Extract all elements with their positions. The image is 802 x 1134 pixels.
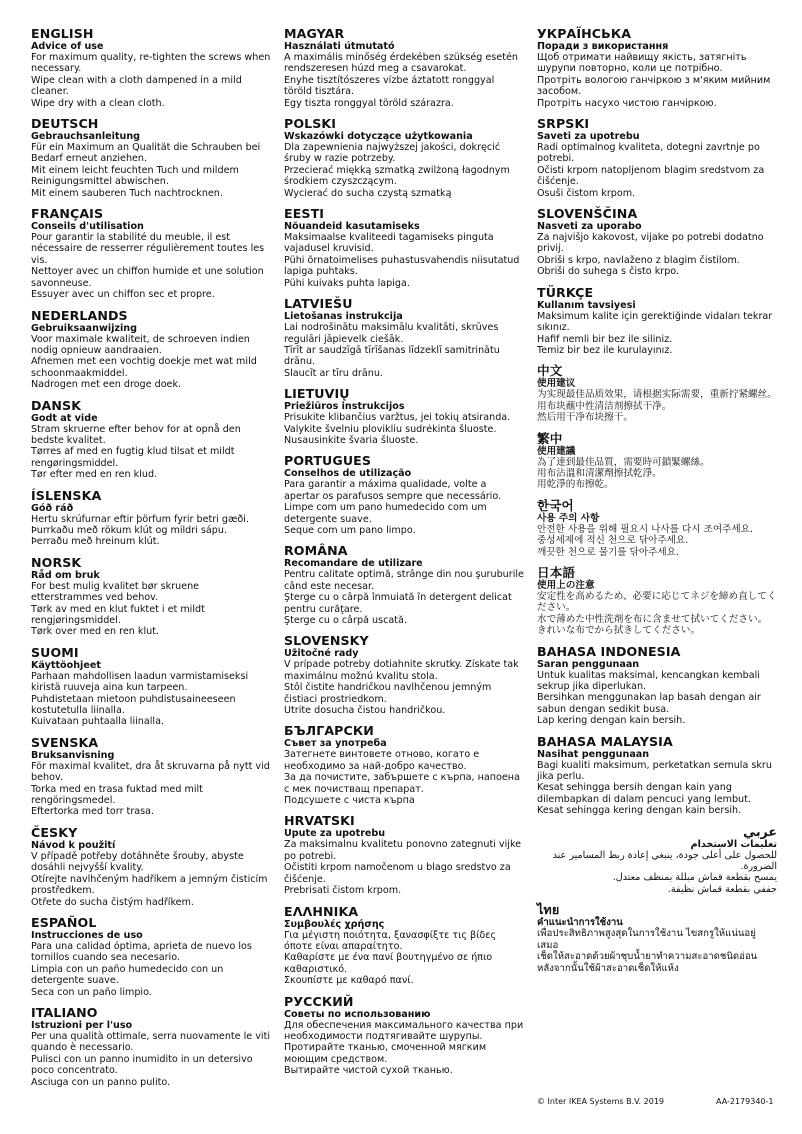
instruction-line: Þurrkaðu með rökum klút og mildri sápu. [31, 524, 228, 536]
subheading: Поради з використання [537, 41, 669, 52]
section-nederlands [31, 308, 271, 391]
instruction-line: Подсушете с чиста кърпа [284, 795, 415, 807]
section-russkiy [284, 994, 524, 1077]
instruction-line: Σκουπίστε με καθαρό πανί. [284, 975, 414, 987]
language-heading: PORTUGUES [284, 453, 372, 469]
subheading: Συμβουλές χρήσης [284, 918, 385, 930]
section-thai [537, 902, 777, 974]
section-srpski [537, 116, 777, 199]
instruction-line: Radi optimalnog kvaliteta, dotegni zavrtnje po potrebi. [537, 142, 760, 165]
instruction-line: เช็ดให้สะอาดด้วยผ้าชุบน้ำยาทำความสะอาดชนิดอ่อน [537, 951, 758, 963]
instruction-line: Kesat sehingga bersih dengan kain yang dilembapkan di dalam pencuci yang lembut. [537, 782, 751, 805]
instruction-line: Prebrisati čistom krpom. [284, 885, 402, 897]
instruction-line: 為了達到最佳品質，需要時可鎖緊螺絲。 [537, 456, 710, 468]
instruction-line: 깨끗한 천으로 물기를 닦아주세요. [537, 546, 679, 558]
instruction-line: Utrite dosucha čistou handričkou. [284, 705, 446, 717]
instruction-line: Για μέγιστη ποιότητα, ξανασφίξτε τις βίδες όποτε είναι απαραίτητο. [284, 929, 497, 952]
language-heading: SUOMI [31, 644, 79, 660]
section-norsk [31, 555, 271, 638]
section-lietuviu [284, 386, 524, 446]
section-cesky [31, 825, 271, 908]
instruction-line: Essuyer avec un chiffon sec et propre. [31, 289, 215, 301]
instruction-line: Egy tiszta ronggyal töröld szárazra. [284, 97, 454, 109]
instruction-line: جففي بقطعة قماش نظيفة. [667, 883, 777, 895]
instruction-line: Pühi õrnatoimelises puhastusvahendis niisutatud lapiga puhtaks. [284, 254, 520, 278]
instruction-line: 为实现最佳品质效果，请根据实际需要，重新拧紧螺丝。 [537, 389, 777, 401]
subheading: Советы по использованию [284, 1008, 431, 1020]
instruction-line: Prisukite klibančius varžtus, jei tokių atsiranda. [284, 412, 511, 424]
language-heading: РУССКИЙ [284, 993, 354, 1009]
instruction-line: Seque com um pano limpo. [284, 524, 416, 536]
instruction-line: Протріть насухо чистою ганчіркою. [537, 97, 717, 109]
subheading: Užitočné rady [284, 648, 359, 660]
instruction-line: Limpia con un paño humedecido con un detergente suave. [31, 963, 224, 987]
instruction-line: Obriši s krpo, navlaženo z blagim čistilom. [537, 254, 740, 266]
instruction-line: Wipe dry with a clean cloth. [31, 97, 165, 109]
language-heading: LATVIEŠU [284, 296, 353, 312]
instruction-line: Nettoyer avec un chiffon humide et une solution savonneuse. [31, 266, 264, 289]
instruction-line: Bagi kualiti maksimum, perketatkan semula skru jika perlu. [537, 759, 772, 783]
instruction-line: Za najvišjo kakovost, vijake po potrebi dodatno priviј. [537, 232, 764, 255]
subheading: Instrucciones de uso [31, 929, 143, 941]
subheading: Gebrauchsanleitung [31, 131, 141, 143]
instruction-line: きれいな布でから拭きしてください。 [537, 625, 701, 637]
language-heading: БЪЛГАРСКИ [284, 723, 374, 739]
instruction-line: Hertu skrúfurnar eftir þörfum fyrir betri gæði. [31, 513, 250, 525]
subheading: Nasveti za uporabo [537, 221, 642, 233]
section-balgarski [284, 723, 524, 806]
subheading: Käyttöohjeet [31, 659, 101, 671]
subheading: Saran penggunaan [537, 658, 640, 670]
instruction-line: Maksimaalse kvaliteedi tagamiseks pinguta vajadusel kruvisid. [284, 232, 494, 255]
instruction-line: Вытирайте чистой сухой тканью. [284, 1065, 453, 1077]
instruction-line: Obriši do suhega s čisto krpo. [537, 266, 680, 278]
section-espanol [31, 915, 271, 998]
section-ellinika [284, 904, 524, 987]
instruction-line: Für ein Maximum an Qualität die Schrauben bei Bedarf erneut anziehen. [31, 142, 261, 165]
subheading: تعليمات الاستخدام [690, 838, 777, 850]
language-heading: EESTI [284, 206, 325, 222]
column-3 [537, 26, 777, 981]
instruction-line: Καθαρίστε με ένα πανί βουτηγμένο σε ήπιο καθαριστικό. [284, 952, 493, 975]
instruction-line: เพื่อประสิทธิภาพสูงสุดในการใช้งาน ไขสกรูให้แน่นอยู่เสมอ [537, 928, 756, 951]
section-ukrainska [537, 26, 777, 109]
instruction-line: Kuivataan puhtaalla liinalla. [31, 716, 165, 728]
instruction-line: Puhdistetaan mietoon puhdistusaineeseen kostutetulla liinalla. [31, 693, 236, 717]
instruction-line: Enyhe tisztítószeres vízbe áztatott ronggyal töröld tisztára. [284, 74, 495, 98]
language-heading: ΕΛΛΗΝΙΚΑ [284, 903, 359, 919]
instruction-line: Przecierać miękką szmatką zwilżoną łagodnym środkiem czyszczącym. [284, 164, 510, 188]
instruction-line: Pour garantir la stabilité du meuble, il est nécessaire de resserrer régulièrement toutes les vis. [31, 232, 265, 266]
instruction-line: Þerraðu með hreinum klút. [31, 536, 160, 548]
instruction-line: Tør efter med en ren klud. [31, 469, 158, 481]
section-italiano [31, 1005, 271, 1088]
instruction-line: Temiz bir bez ile kurulayınız. [537, 344, 673, 356]
instruction-line: Slaucīt ar tīru drānu. [284, 367, 383, 379]
subheading: Съвет за употреба [284, 738, 387, 750]
language-heading: MAGYAR [284, 26, 345, 41]
section-arabi [537, 824, 777, 896]
section-english [31, 26, 271, 109]
language-heading: POLSKI [284, 116, 337, 132]
subheading: Návod k použití [31, 839, 116, 851]
instruction-line: Tørk over med en ren klut. [31, 626, 160, 638]
instruction-line: Nusausinkite švaria šluoste. [284, 434, 419, 446]
instruction-line: Otírejte navlhčeným hadříkem a jemným čisticím prostředkem. [31, 873, 268, 897]
language-heading: LIETUVIŲ [284, 386, 350, 402]
instruction-line: Za maksimalnu kvalitetu ponovno zategnuti vijke po potrebi. [284, 839, 522, 862]
language-heading: SLOVENŠČINA [537, 206, 638, 222]
language-heading: ไทย [537, 902, 560, 918]
instruction-line: Seca con un paño limpio. [31, 986, 152, 998]
instruction-line: För maximal kvalitet, dra åt skruvarna på nytt vid behov. [31, 760, 270, 784]
instruction-line: Lap kering dengan kain bersih. [537, 715, 686, 727]
language-heading: HRVATSKI [284, 813, 355, 829]
subheading: Kullanım tavsiyesi [537, 299, 636, 311]
language-heading: ČESKY [31, 824, 78, 840]
instruction-line: 用布块蘸中性清洁剂擦拭干净。 [537, 400, 672, 412]
section-fanzhong [537, 431, 777, 491]
instruction-line: Wipe clean with a cloth dampened in a mild cleaner. [31, 74, 242, 98]
instruction-line: Протріть вологою ганчіркою з м'яким мийним засобом. [537, 74, 771, 98]
instruction-line: For maximum quality, re-tighten the screws when necessary. [31, 52, 271, 75]
language-heading: 한국어 [537, 497, 574, 513]
language-heading: 中文 [537, 363, 563, 379]
subheading: Godt at vide [31, 412, 98, 424]
section-latviesu [284, 296, 524, 379]
instruction-line: Tørres af med en fugtig klud tilsat et mildt rengøringsmiddel. [31, 446, 235, 469]
instruction-line: 用布沾溫和清潔劑擦拭乾淨。 [537, 467, 662, 479]
section-nihongo [537, 565, 777, 637]
instruction-line: Mit einem sauberen Tuch nachtrocknen. [31, 187, 223, 199]
instruction-line: Per una qualità ottimale, serra nuovamente le viti quando è necessario. [31, 1030, 271, 1054]
instruction-line: V prípade potreby dotiahnite skrutky. Získate tak maximálnu možnú kvalitu stola. [284, 659, 519, 682]
instruction-line: For best mulig kvalitet bør skruene etterstrammes ved behov. [31, 580, 200, 604]
instruction-line: Tørk av med en klut fuktet i et mildt rengjøringsmiddel. [31, 603, 205, 626]
section-bahasa-indonesia [537, 644, 777, 727]
language-heading: SVENSKA [31, 734, 99, 750]
section-svenska [31, 735, 271, 818]
instruction-line: Lai nodrošinātu maksimālu kvalitāti, skrūves regulāri jāpievelk ciešāk. [284, 322, 499, 345]
instruction-line: Şterge cu o cârpă înmuiată în detergent delicat pentru curăţare. [284, 592, 512, 615]
section-slovenscina [537, 206, 777, 278]
subheading: Bruksanvisning [31, 749, 115, 761]
instruction-line: Pentru calitate optimă, strânge din nou şuruburile când este necesar. [284, 569, 524, 592]
instruction-line: للحصول على أعلى جودة، ينبغي إعادة ربط المسامير عند الضرورة. [552, 849, 777, 873]
subheading: Használati útmutató [284, 41, 395, 52]
subheading: 使用建议 [537, 378, 576, 390]
section-polski [284, 116, 524, 199]
language-heading: ITALIANO [31, 1004, 98, 1020]
subheading: Conseils d'utilisation [31, 221, 144, 233]
instruction-line: A maximális minőség érdekében szükség esetén rendszeresen húzd meg a csavarokat. [284, 52, 518, 75]
instruction-line: 安定性を高めるため、必要に応じてネジを締め直してください。 [537, 590, 777, 614]
section-eesti [284, 206, 524, 289]
language-heading: 繁中 [537, 430, 563, 446]
language-heading: УКРАЇНСЬКА [537, 26, 632, 41]
language-heading: SLOVENSKY [284, 633, 369, 649]
instruction-line: Limpe com um pano humedecido com um detergente suave. [284, 502, 487, 525]
section-dansk [31, 398, 271, 481]
instruction-line: За да почистите, забършете с кърпа, напоена с мек почистващ препарат. [284, 772, 520, 795]
language-heading: عربي [743, 823, 777, 839]
section-deutsch [31, 116, 271, 199]
subheading: Wskazówki dotyczące użytkowania [284, 131, 473, 143]
instruction-line: Протирайте тканью, смоченной мягким моющим средством. [284, 1042, 487, 1065]
section-hangugeo [537, 498, 777, 558]
instruction-line: Dla zapewnienia najwyższej jakości, dokręcić śruby w razie potrzeby. [284, 142, 501, 165]
column-1 [31, 26, 271, 1095]
subheading: Priežiūros instrukcijos [284, 401, 405, 413]
subheading: Conselhos de utilização [284, 468, 412, 480]
subheading: Góð ráð [31, 502, 74, 514]
language-heading: ÍSLENSKA [31, 487, 102, 503]
instruction-line: Očistiti krpom namočenom u blago sredstvo za čišćenje. [284, 862, 511, 885]
section-zhongwen [537, 363, 777, 423]
instruction-line: Voor maximale kwaliteit, de schroeven indien nodig opnieuw aandraaien. [31, 333, 250, 356]
section-islenska [31, 488, 271, 548]
subheading: Råd om bruk [31, 569, 100, 581]
instruction-line: Tīrīt ar saudzīgā tīrīšanas līdzeklī samitrinātu drānu. [284, 344, 500, 368]
instruction-line: 然后用干净布块擦干。 [537, 412, 633, 424]
column-2 [284, 26, 524, 1084]
document-code: AA-2179340-1 [716, 1097, 774, 1106]
instruction-line: Afnemen met een vochtig doekje met wat mild schoonmaakmiddel. [31, 356, 257, 379]
language-heading: ESPAÑOL [31, 914, 97, 930]
instruction-line: V případě potřeby dotáhněte šrouby, abyste dosáhli nejvyšší kvality. [31, 850, 244, 874]
instruction-line: 중성세제에 적신 천으로 닦아주세요. [537, 535, 689, 547]
section-bahasa-malaysia [537, 734, 777, 817]
language-heading: NORSK [31, 554, 82, 570]
language-heading: SRPSKI [537, 116, 590, 132]
section-slovensky [284, 633, 524, 716]
language-heading: BAHASA MALAYSIA [537, 733, 673, 749]
instruction-line: 안전한 사용을 위해 필요시 나사를 다시 조여주세요. [537, 523, 753, 535]
instruction-line: Pühi kuivaks puhta lapiga. [284, 277, 410, 289]
subheading: 使用上の注意 [537, 579, 595, 591]
instruction-line: Şterge cu o cârpă uscată. [284, 615, 407, 626]
subheading: Saveti za upotrebu [537, 131, 640, 143]
language-heading: NEDERLANDS [31, 307, 128, 323]
subheading: Recomandare de utilizare [284, 558, 423, 570]
subheading: คำแนะนำการใช้งาน [537, 917, 623, 929]
instruction-line: Wycierać do sucha czystą szmatką [284, 187, 452, 199]
section-francais [31, 206, 271, 300]
instruction-line: Eftertorka med torr trasa. [31, 806, 155, 818]
instruction-line: Kesat sehingga kering dengan kain bersih. [537, 805, 742, 817]
instruction-line: يمسح بقطعة قماش مبللة بمنظف معتدل. [612, 872, 777, 884]
subheading: Nõuandeid kasutamiseks [284, 221, 420, 233]
section-turkce [537, 285, 777, 357]
instruction-line: Mit einem leicht feuchten Tuch und mildem Reinigungsmittel abwischen. [31, 164, 239, 188]
instruction-line: Asciuga con un panno pulito. [31, 1076, 171, 1088]
section-hrvatski [284, 813, 524, 896]
instruction-line: Valykite švelniu plovikliu sudrėkinta šluoste. [284, 423, 497, 435]
subheading: Advice of use [31, 41, 104, 52]
language-heading: BAHASA INDONESIA [537, 643, 681, 659]
instruction-line: Untuk kualitas maksimal, kencangkan kembali sekrup jika diperlukan. [537, 669, 760, 692]
section-magyar [284, 26, 524, 109]
section-romana [284, 543, 524, 626]
instruction-line: Para garantir a máxima qualidade, volte a apertar os parafusos sempre que necessário. [284, 479, 502, 502]
language-heading: TÜRKÇE [537, 284, 594, 300]
language-heading: ENGLISH [31, 26, 94, 41]
subheading: 사용 주의 사항 [537, 512, 600, 524]
language-heading: DANSK [31, 397, 82, 413]
instruction-line: Otřete do sucha čistým hadříkem. [31, 896, 194, 908]
language-heading: FRANÇAIS [31, 206, 104, 222]
section-suomi [31, 645, 271, 728]
language-heading: DEUTSCH [31, 116, 99, 132]
instruction-line: Для обеспечения максимального качества при необходимости подтягивайте шурупы. [284, 1019, 524, 1042]
instruction-line: Pulisci con un panno inumidito in un detersivo poco concentrato. [31, 1053, 253, 1077]
subheading: Lietošanas instrukcija [284, 311, 403, 323]
instruction-line: 用乾淨的布擦乾。 [537, 479, 614, 491]
subheading: Upute za upotrebu [284, 828, 386, 840]
section-portugues [284, 453, 524, 536]
copyright-notice: © Inter IKEA Systems B.V. 2019 [537, 1097, 664, 1106]
subheading: Gebruiksaanwijzing [31, 322, 137, 334]
instruction-line: Torka med en trasa fuktad med milt rengöringsmedel. [31, 783, 203, 807]
instruction-line: Parhaan mahdollisen laadun varmistamiseksi kiristä ruuveja aina kun tarpeen. [31, 670, 249, 694]
instruction-line: Nadrogen met een droge doek. [31, 379, 182, 391]
instruction-line: Osuši čistom krpom. [537, 187, 636, 199]
instruction-line: Stram skruerne efter behov for at opnå den bedste kvalitet. [31, 423, 241, 446]
instruction-line: Щоб отримати найвищу якість, затягніть шурупи повторно, коли це потрібно. [537, 52, 747, 75]
instruction-line: 水で薄めた中性洗剤を布に含ませて拭いてください。 [537, 613, 768, 625]
instruction-line: Затегнете винтовете отново, когато е необходимо за най-добро качество. [284, 749, 480, 772]
instruction-line: Bersihkan menggunakan lap basah dengan air sabun dengan sedikit busa. [537, 692, 761, 715]
instruction-line: Para una calidad óptima, aprieta de nuevo los tornillos cuando sea necesario. [31, 940, 252, 964]
subheading: Istruzioni per l'uso [31, 1019, 133, 1031]
language-heading: 日本語 [537, 564, 576, 580]
instruction-line: หลังจากนั้นใช้ผ้าสะอาดเช็ดให้แห้ง [537, 962, 679, 974]
language-heading: ROMÂNA [284, 543, 348, 559]
instruction-line: Očisti krpom natopljenom blagim sredstvom za čišćenje. [537, 164, 765, 188]
instruction-line: Maksimum kalite için gerektiğinde vidaları tekrar sıkınız. [537, 310, 773, 334]
instruction-line: Stôl čistite handričkou navlhčenou jemným čistiaci prostriedkom. [284, 682, 492, 705]
instruction-line: Hafif nemli bir bez ile siliniz. [537, 333, 673, 345]
subheading: Nasihat penggunaan [537, 748, 650, 760]
subheading: 使用建議 [537, 445, 576, 457]
